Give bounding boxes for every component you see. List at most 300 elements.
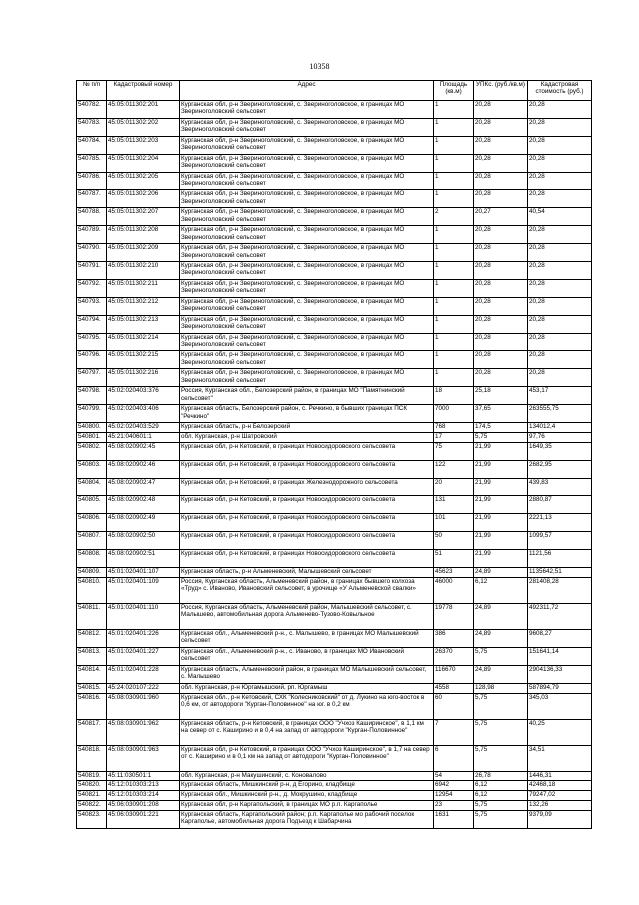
cell-num: 540813. [77,647,107,665]
table-row [77,745,592,771]
cell-area: 19778 [434,603,474,629]
cell-address: Курганская обл, р-н Звериноголовский, с. Звериноголовское, в границах МО Звериноголовский сельсовет [180,262,434,280]
cell-area: 75 [434,442,474,460]
cell-num: 540791. [77,262,107,280]
cell-cadastral: 45:12:010303:214 [107,791,180,801]
cell-cost: 9379,09 [528,811,592,829]
cell-upks: 21,99 [474,460,528,478]
cell-upks: 174,5 [474,423,528,433]
cell-num: 540802. [77,442,107,460]
cell-cost: 20,28 [528,136,592,154]
cell-num: 540806. [77,514,107,532]
cell-upks: 20,28 [474,118,528,136]
cell-cadastral: 45:08:020902:49 [107,514,180,532]
cell-num: 540795. [77,333,107,351]
cell-num: 540804. [77,478,107,496]
cell-num: 540807. [77,532,107,550]
cell-upks: 26,78 [474,771,528,781]
cell-address: Россия, Курганская область, Альменевский район, в границах бывшего колхоза «Труд» с. Иваново, Ивановский сельсовет, в урочище «У Альменевской свалки» [180,577,434,603]
cell-cost: 1099,57 [528,532,592,550]
cell-cadastral: 45:21:040601:1 [107,432,180,442]
cell-area: 20 [434,478,474,496]
cell-num: 540800. [77,423,107,433]
cell-num: 540811. [77,603,107,629]
cell-cadastral: 45:05:011302:208 [107,226,180,244]
cell-cadastral: 45:05:011302:205 [107,172,180,190]
cell-upks: 5,75 [474,693,528,719]
cell-cost: 20,28 [528,154,592,172]
cell-upks: 20,28 [474,190,528,208]
table-row [77,771,592,781]
cell-cadastral: 45:08:030901:962 [107,719,180,745]
table-row [77,136,592,154]
cell-address: Курганская обл, р-н Кетовский, в границах Новосидоровского сельсовета [180,532,434,550]
cell-area: 17 [434,432,474,442]
cell-cost: 2880,87 [528,496,592,514]
cell-num: 540809. [77,568,107,578]
cell-cost: 2221,13 [528,514,592,532]
cell-num: 540783. [77,118,107,136]
cell-upks: 5,75 [474,801,528,811]
header-area: Площадь (кв.м) [434,81,474,101]
cell-num: 540790. [77,244,107,262]
cell-area: 1 [434,279,474,297]
cell-cadastral: 45:01:020401:107 [107,568,180,578]
cell-cadastral: 45:08:020902:51 [107,550,180,568]
cell-cost: 20,28 [528,262,592,280]
table-row [77,801,592,811]
cell-area: 1 [434,244,474,262]
cell-cost: 281408,28 [528,577,592,603]
cell-cost: 345,03 [528,693,592,719]
cell-address: Курганская область, р-н Белозерский [180,423,434,433]
table-row [77,190,592,208]
cell-cost: 263555,75 [528,405,592,423]
cell-upks: 21,99 [474,442,528,460]
cell-area: 1 [434,315,474,333]
cell-cadastral: 45:02:020403:376 [107,387,180,405]
cell-upks: 6,12 [474,577,528,603]
cell-area: 23 [434,801,474,811]
cell-cost: 40,25 [528,719,592,745]
cell-address: Курганская обл, р-н Звериноголовский, с. Звериноголовское, в границах МО Звериноголовский сельсовет [180,101,434,119]
cell-address: Курганская обл, р-н Кетовский, в границах Новосидоровского сельсовета [180,514,434,532]
table-row [77,423,592,433]
cell-cost: 20,28 [528,279,592,297]
cell-upks: 5,75 [474,719,528,745]
cell-area: 50 [434,532,474,550]
cell-cadastral: 45:05:011302:211 [107,279,180,297]
table-row [77,387,592,405]
cell-cost: 20,28 [528,297,592,315]
cell-upks: 20,27 [474,208,528,226]
cell-cost: 79247,02 [528,791,592,801]
cell-address: обл. Курганская, р-н Макушинский, с. Коновалово [180,771,434,781]
cell-upks: 21,99 [474,532,528,550]
cell-address: Курганская обл, р-н Кетовский, в границах ООО "Учхоз Каширинское", в 1,7 на север от с. Каширино и в 0,1 км на запад от автодороги "Курган-Половинное" [180,745,434,771]
cell-cost: 587894,79 [528,683,592,693]
table-row [77,693,592,719]
cell-address: Курганская обл, р-н Звериноголовский, с. Звериноголовское, в границах МО Звериноголовский сельсовет [180,136,434,154]
cell-upks: 21,99 [474,550,528,568]
cell-address: обл. Курганская, р-н Юргамышский, рп. Юргамыш [180,683,434,693]
cell-address: Курганская обл, р-н Звериноголовский, с. Звериноголовское, в границах МО Звериноголовский сельсовет [180,351,434,369]
table-row [77,719,592,745]
cell-upks: 20,28 [474,351,528,369]
cell-address: Курганская область, Альменевский район, в границах МО Малышевский сельсовет, с. Малышево [180,665,434,683]
cell-area: 1 [434,154,474,172]
cell-cost: 20,28 [528,244,592,262]
cell-num: 540789. [77,226,107,244]
cell-cost: 492311,72 [528,603,592,629]
cell-num: 540784. [77,136,107,154]
cell-upks: 20,28 [474,333,528,351]
cell-address: Курганская обл, р-н Кетовский, в границах Новосидоровского сельсовета [180,460,434,478]
table-row [77,297,592,315]
cell-cost: 42468,18 [528,781,592,791]
cell-address: Курганская обл, р-н Звериноголовский, с. Звериноголовское, в границах МО Звериноголовский сельсовет [180,297,434,315]
cell-num: 540793. [77,297,107,315]
cell-cadastral: 45:01:020401:110 [107,603,180,629]
cell-area: 54 [434,771,474,781]
cell-cost: 34,51 [528,745,592,771]
table-row [77,496,592,514]
cell-cadastral: 45:05:011302:216 [107,369,180,387]
cell-cadastral: 45:06:030901:208 [107,801,180,811]
cell-cadastral: 45:02:020403:529 [107,423,180,433]
cell-cost: 20,28 [528,351,592,369]
cell-address: Курганская обл, р-н Звериноголовский, с. Звериноголовское, в границах МО Звериноголовский сельсовет [180,315,434,333]
table-row [77,369,592,387]
cell-num: 540803. [77,460,107,478]
cell-cost: 1446,31 [528,771,592,781]
cell-upks: 24,89 [474,603,528,629]
cell-upks: 5,75 [474,811,528,829]
cell-upks: 128,98 [474,683,528,693]
cell-cadastral: 45:11:030501:1 [107,771,180,781]
cell-area: 6 [434,745,474,771]
cell-cadastral: 45:12:010303:213 [107,781,180,791]
table-row [77,262,592,280]
cell-cadastral: 45:05:011302:209 [107,244,180,262]
cell-cost: 2682,95 [528,460,592,478]
cell-num: 540788. [77,208,107,226]
cell-cost: 134012,4 [528,423,592,433]
cell-cost: 20,28 [528,118,592,136]
cell-cost: 1135642,51 [528,568,592,578]
cell-cost: 97,76 [528,432,592,442]
page-number: 10358 [309,62,330,71]
table-row [77,514,592,532]
table-row [77,154,592,172]
cell-area: 1 [434,351,474,369]
cell-address: Курганская область, Белозерский район, с. Речкино, в бывших границах ПСК "Речкино" [180,405,434,423]
cell-cadastral: 45:08:030901:960 [107,693,180,719]
cell-upks: 6,12 [474,791,528,801]
cell-cadastral: 45:05:011302:214 [107,333,180,351]
cell-area: 1 [434,172,474,190]
table-row [77,683,592,693]
cell-area: 122 [434,460,474,478]
cell-area: 2 [434,208,474,226]
cell-cadastral: 45:08:030901:963 [107,745,180,771]
cell-address: Курганская обл, р-н Звериноголовский, с. Звериноголовское, в границах МО Звериноголовский сельсовет [180,154,434,172]
cell-area: 131 [434,496,474,514]
cell-address: Курганская область, Каргапольский район; р.п. Каргаполье мо рабочий поселок Каргаполье, автомобильная дорога Подъезд к Шабарчина [180,811,434,829]
cell-num: 540822. [77,801,107,811]
cell-address: Курганская обл, р-н Звериноголовский, с. Звериноголовское, в границах МО Звериноголовский сельсовет [180,244,434,262]
table-row [77,442,592,460]
cell-num: 540785. [77,154,107,172]
cell-area: 768 [434,423,474,433]
cell-cost: 20,28 [528,190,592,208]
cell-num: 540817. [77,719,107,745]
cell-cost: 453,17 [528,387,592,405]
cell-cadastral: 45:01:020401:226 [107,629,180,647]
cell-address: Курганская область, р-н Кетовский, в границах ООО "Учхоз Каширинское", в 1,1 км на север от с. Каширино и в 0,4 на запад от автодороги "Курган-Половинное" [180,719,434,745]
cell-area: 1 [434,369,474,387]
cell-num: 540819. [77,771,107,781]
cell-upks: 20,28 [474,101,528,119]
cell-cost: 439,83 [528,478,592,496]
cell-address: Курганская обл, р-н Звериноголовский, с. Звериноголовское, в границах МО Звериноголовский сельсовет [180,226,434,244]
cell-area: 1 [434,226,474,244]
cell-upks: 20,28 [474,226,528,244]
cell-address: Курганская обл, р-н Кетовский, в границах Железнодорожного сельсовета [180,478,434,496]
cell-area: 1 [434,136,474,154]
cell-area: 7 [434,719,474,745]
cell-address: Курганская обл, р-н Звериноголовский, с. Звериноголовское, в границах МО Звериноголовский сельсовет [180,190,434,208]
cell-address: Россия, Курганская обл., Белозерский район, в границах МО "Памятнинский сельсовет" [180,387,434,405]
cell-address: Россия, Курганская область, Альменевский район, Малышевский сельсовет, с. Малышево, автомобильная дорога Альменево-Тузово-Ковыльное [180,603,434,629]
cell-area: 1 [434,297,474,315]
cell-address: Курганская обл., Альменевский р-н., с. Иваново, в границах МО Ивановский сельсовет [180,647,434,665]
cell-cost: 20,28 [528,101,592,119]
table-row [77,226,592,244]
table-row [77,244,592,262]
cell-cadastral: 45:01:020401:228 [107,665,180,683]
table-row [77,647,592,665]
cell-cadastral: 45:06:030901:221 [107,811,180,829]
cell-address: Курганская область, Мишкинский р-н, д Егорино, кладбище [180,781,434,791]
cadastral-table [76,80,592,829]
cell-upks: 21,99 [474,496,528,514]
cell-cadastral: 45:02:020403:406 [107,405,180,423]
header-address: Адрес [180,81,434,101]
cell-cadastral: 45:08:020902:46 [107,460,180,478]
cell-area: 51 [434,550,474,568]
cell-num: 540797. [77,369,107,387]
table-row [77,665,592,683]
cell-num: 540816. [77,693,107,719]
cell-cadastral: 45:05:011302:201 [107,101,180,119]
table-row [77,781,592,791]
cell-cost: 20,28 [528,226,592,244]
cell-cost: 20,28 [528,172,592,190]
table-row [77,333,592,351]
cell-num: 540808. [77,550,107,568]
cell-upks: 5,75 [474,745,528,771]
cell-address: Курганская обл, р-н Звериноголовский, с. Звериноголовское, в границах МО Звериноголовский сельсовет [180,118,434,136]
cell-upks: 5,75 [474,432,528,442]
cell-address: Курганская обл, р-н Звериноголовский, с. Звериноголовское, в границах МО Звериноголовский сельсовет [180,333,434,351]
cell-address: Курганская обл, р-н Звериноголовский, с. Звериноголовское, в границах МО Звериноголовский сельсовет [180,369,434,387]
cell-num: 540798. [77,387,107,405]
cell-area: 4558 [434,683,474,693]
cell-upks: 20,28 [474,297,528,315]
cell-num: 540787. [77,190,107,208]
cell-upks: 20,28 [474,279,528,297]
table-row [77,791,592,801]
cell-upks: 24,89 [474,568,528,578]
cell-address: Курганская обл, р-н Звериноголовский, с. Звериноголовское, в границах МО Звериноголовский сельсовет [180,279,434,297]
cell-upks: 37,65 [474,405,528,423]
table-row [77,351,592,369]
table-row [77,603,592,629]
cell-cadastral: 45:05:011302:202 [107,118,180,136]
cell-cadastral: 45:05:011302:215 [107,351,180,369]
cell-num: 540805. [77,496,107,514]
cell-num: 540823. [77,811,107,829]
cell-cadastral: 45:24:020107:222 [107,683,180,693]
table-row [77,208,592,226]
header-num: № п/п [77,81,107,101]
cell-area: 1 [434,118,474,136]
cell-address: обл. Курганская, р-н Шатровский [180,432,434,442]
cell-upks: 20,28 [474,369,528,387]
cell-area: 26370 [434,647,474,665]
cell-area: 1 [434,190,474,208]
cell-area: 60 [434,693,474,719]
cell-address: Курганская обл., р-н Кетовский, СХК "Колесниковский" от д. Лукино на юго-восток в 0,6 км, от автодороги "Курган-Половинное" на юг. в 0,2 км [180,693,434,719]
table-header-row [77,81,592,101]
table-row [77,532,592,550]
cell-area: 6942 [434,781,474,791]
cell-address: Курганская обл, р-н Кетовский, в границах Новосидоровского сельсовета [180,550,434,568]
cell-cost: 9608,27 [528,629,592,647]
cell-cadastral: 45:08:020902:48 [107,496,180,514]
cell-address: Курганская область, р-н Альменевский, Малышевский сельсовет [180,568,434,578]
cell-num: 540812. [77,629,107,647]
cell-num: 540801. [77,432,107,442]
table-row [77,478,592,496]
cell-upks: 20,28 [474,262,528,280]
cell-cadastral: 45:05:011302:213 [107,315,180,333]
cell-upks: 21,99 [474,478,528,496]
cell-cadastral: 45:08:020902:50 [107,532,180,550]
cell-address: Курганская обл, р-н Звериноголовский, с. Звериноголовское, в границах МО Звериноголовский сельсовет [180,208,434,226]
cell-num: 540782. [77,101,107,119]
cell-upks: 20,28 [474,154,528,172]
cell-area: 45623 [434,568,474,578]
table-row [77,101,592,119]
cell-num: 540814. [77,665,107,683]
cell-address: Курганская обл., Мишкинский р-н., д. Мокрушино, кладбище [180,791,434,801]
cell-area: 386 [434,629,474,647]
table-row [77,432,592,442]
cell-num: 540810. [77,577,107,603]
table-row [77,315,592,333]
table-row [77,405,592,423]
cell-cadastral: 45:05:011302:203 [107,136,180,154]
cell-area: 46000 [434,577,474,603]
cell-cost: 20,28 [528,315,592,333]
cell-upks: 20,28 [474,244,528,262]
cell-address: Курганская обл, р-н Каргапольский, в границах МО р.п. Каргаполье [180,801,434,811]
cell-upks: 21,99 [474,514,528,532]
cell-cost: 20,28 [528,333,592,351]
table-row [77,629,592,647]
cell-upks: 24,89 [474,629,528,647]
header-cadastral: Кадастровый номер [107,81,180,101]
cell-num: 540799. [77,405,107,423]
cell-area: 1 [434,333,474,351]
cell-num: 540818. [77,745,107,771]
cell-cadastral: 45:08:020902:45 [107,442,180,460]
cell-cost: 20,28 [528,369,592,387]
cell-num: 540820. [77,781,107,791]
cell-address: Курганская обл, р-н Звериноголовский, с. Звериноголовское, в границах МО Звериноголовский сельсовет [180,172,434,190]
cell-upks: 20,28 [474,136,528,154]
cell-cadastral: 45:05:011302:207 [107,208,180,226]
cell-num: 540794. [77,315,107,333]
cell-num: 540821. [77,791,107,801]
table-row [77,577,592,603]
cell-upks: 20,28 [474,315,528,333]
cell-cadastral: 45:05:011302:212 [107,297,180,315]
table-row [77,550,592,568]
header-upks: УПКс. (руб./кв.м) [474,81,528,101]
table-row [77,460,592,478]
cell-upks: 25,18 [474,387,528,405]
cell-cost: 2904136,33 [528,665,592,683]
table-row [77,279,592,297]
cell-upks: 20,28 [474,172,528,190]
cell-area: 116670 [434,665,474,683]
table-row [77,811,592,829]
cell-cadastral: 45:05:011302:204 [107,154,180,172]
cell-address: Курганская обл., Альменевский р-н., с. Малышево, в границах МО Малышевский сельсовет [180,629,434,647]
cell-num: 540792. [77,279,107,297]
table-row [77,172,592,190]
cell-area: 1631 [434,811,474,829]
table-row [77,568,592,578]
cell-cost: 1649,35 [528,442,592,460]
cell-area: 12954 [434,791,474,801]
cell-area: 1 [434,101,474,119]
cell-area: 1 [434,262,474,280]
cell-cost: 132,26 [528,801,592,811]
cell-upks: 24,89 [474,665,528,683]
cell-cadastral: 45:01:020401:109 [107,577,180,603]
cell-cost: 40,54 [528,208,592,226]
cell-num: 540786. [77,172,107,190]
cell-num: 540796. [77,351,107,369]
cell-area: 18 [434,387,474,405]
cell-address: Курганская обл, р-н Кетовский, в границах Новосидоровского сельсовета [180,496,434,514]
cell-cadastral: 45:08:020902:47 [107,478,180,496]
header-cost: Кадастровая стоимость (руб.) [528,81,592,101]
table-row [77,118,592,136]
cell-upks: 5,75 [474,647,528,665]
cell-cost: 1121,56 [528,550,592,568]
cell-upks: 6,12 [474,781,528,791]
cell-cadastral: 45:01:020401:227 [107,647,180,665]
cell-num: 540815. [77,683,107,693]
table-body [77,101,592,829]
cell-address: Курганская обл, р-н Кетовский, в границах Новосидоровского сельсовета [180,442,434,460]
cell-cadastral: 45:05:011302:210 [107,262,180,280]
